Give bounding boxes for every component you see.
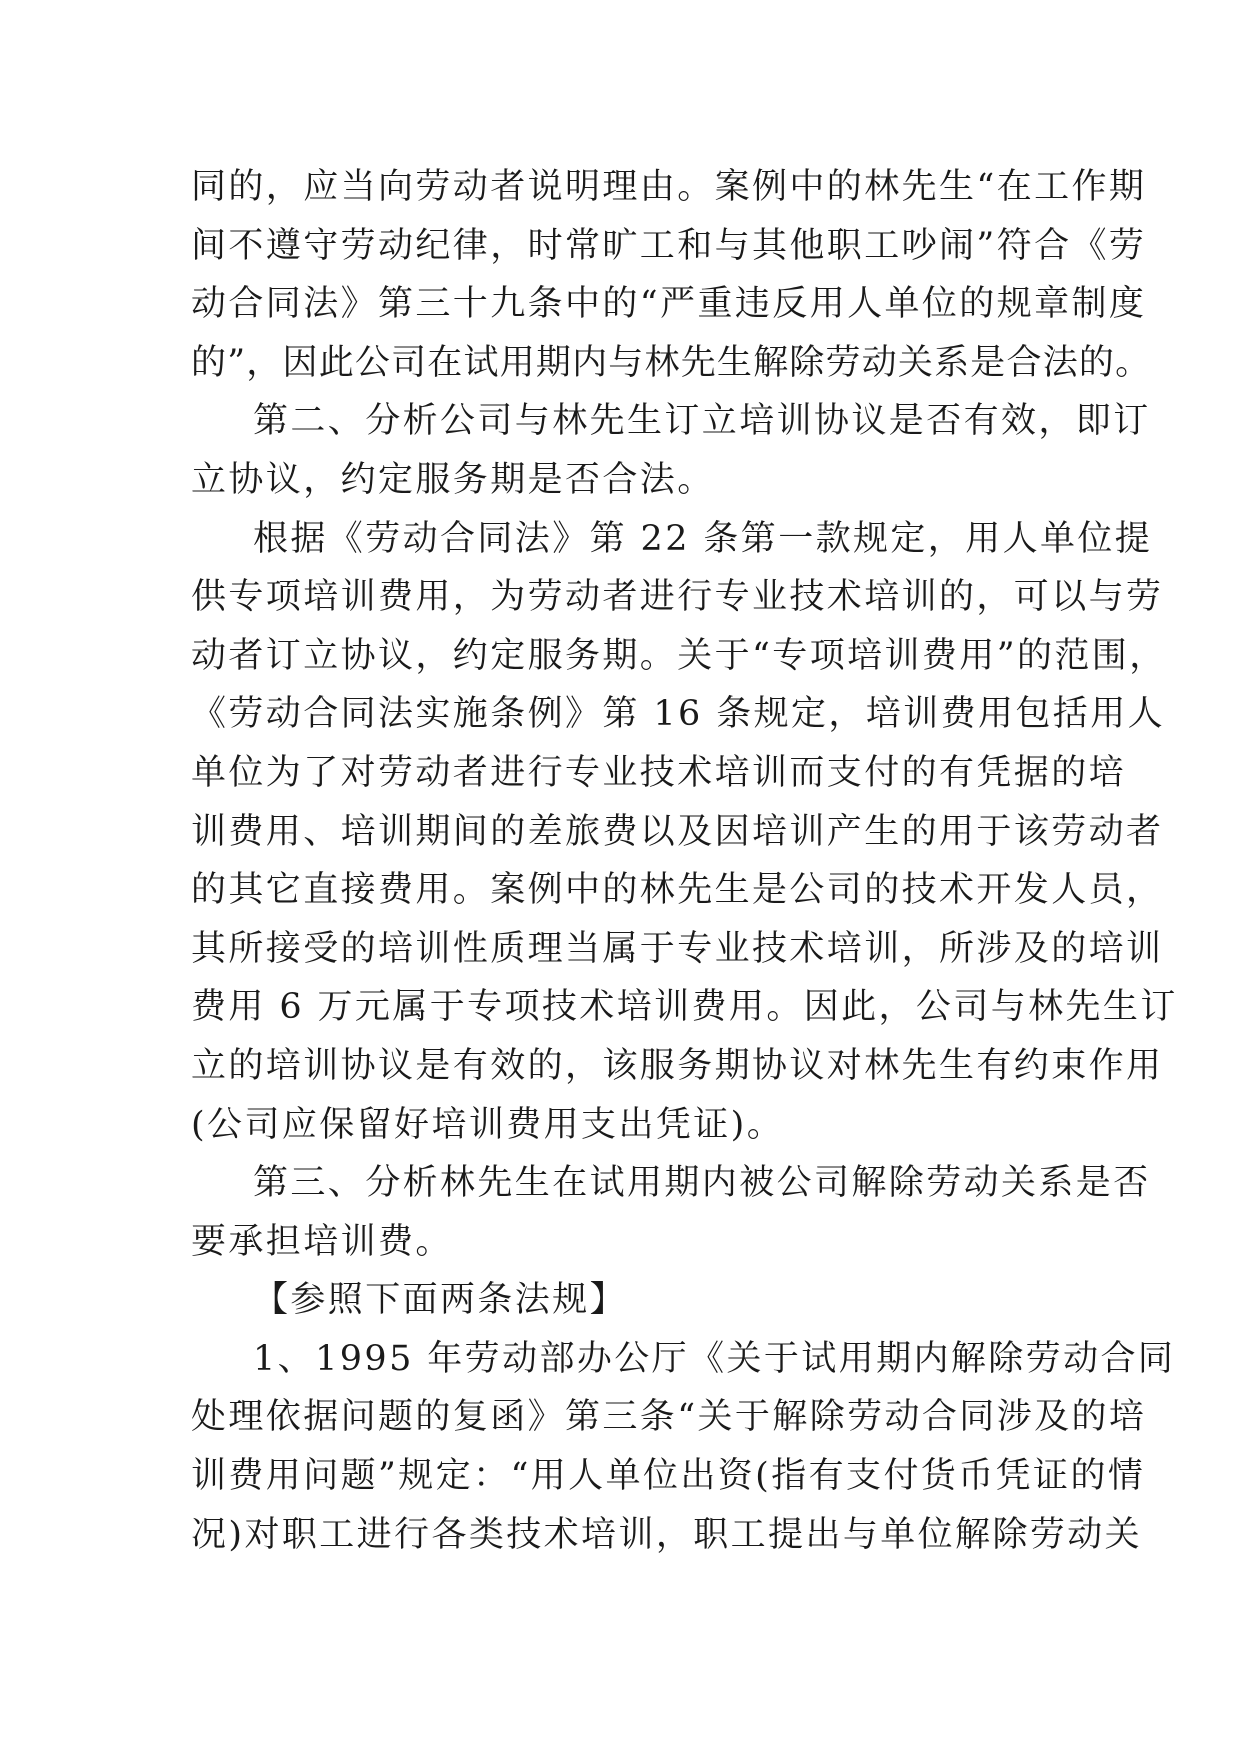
text-line: 的其它直接费用。案例中的林先生是公司的技术开发人员，: [191, 870, 1164, 911]
text-line: 其所接受的培训性质理当属于专业技术培训，所涉及的培训: [191, 928, 1164, 969]
text-line: 训费用问题”规定：“用人单位出资(指有支付货币凭证的情: [191, 1456, 1146, 1497]
text-line: 供专项培训费用，为劳动者进行专业技术培训的，可以与劳: [191, 577, 1164, 618]
text-line: 同的，应当向劳动者说明理由。案例中的林先生“在工作期: [191, 167, 1147, 207]
paragraph-4: [191, 1154, 1151, 1271]
text-line: (公司应保留好培训费用支出凭证)。: [191, 1104, 785, 1145]
text-line: 动者订立协议，约定服务期。关于“专项培训费用”的范围，: [191, 635, 1167, 676]
text-line: 间不遵守劳动纪律，时常旷工和与其他职工吵闹”符合《劳: [191, 225, 1147, 266]
text-line: 单位为了对劳动者进行专业技术培训而支付的有凭据的培: [191, 752, 1127, 793]
text-line: 处理依据问题的复函》第三条“关于解除劳动合同涉及的培: [191, 1397, 1147, 1438]
text-line: 【参照下面两条法规】: [253, 1280, 628, 1321]
text-line: 要承担培训费。: [191, 1221, 453, 1262]
text-line: 《劳动合同法实施条例》第 16 条规定，培训费用包括用人: [191, 694, 1165, 735]
text-line: 1、1995 年劳动部办公厅《关于试用期内解除劳动合同: [253, 1338, 1176, 1379]
text-line: 根据《劳动合同法》第 22 条第一款规定，用人单位提: [253, 518, 1153, 559]
document-body: [191, 158, 1178, 1564]
text-line: 动合同法》第三十九条中的“严重违反用人单位的规章制度: [191, 284, 1147, 325]
text-line: 立的培训协议是有效的，该服务期协议对林先生有约束作用: [191, 1045, 1164, 1086]
text-line: 的”，因此公司在试用期内与林先生解除劳动关系是合法的。: [191, 342, 1152, 383]
text-line: 第二、分析公司与林先生订立培训协议是否有效，即订: [253, 401, 1151, 442]
text-line: 况)对职工进行各类技术培训，职工提出与单位解除劳动关: [191, 1514, 1143, 1555]
paragraph-3: [191, 510, 1178, 1155]
paragraph-2: [191, 392, 1151, 509]
text-line: 训费用、培训期间的差旅费以及因培训产生的用于该劳动者: [191, 811, 1164, 852]
paragraph-6: [191, 1330, 1176, 1564]
text-line: 费用 6 万元属于专项技术培训费用。因此，公司与林先生订: [191, 987, 1178, 1028]
text-line: 第三、分析林先生在试用期内被公司解除劳动关系是否: [253, 1163, 1151, 1204]
paragraph-1: [191, 158, 1152, 392]
paragraph-5-heading: [191, 1271, 1053, 1330]
text-line: 立协议，约定服务期是否合法。: [191, 459, 715, 500]
